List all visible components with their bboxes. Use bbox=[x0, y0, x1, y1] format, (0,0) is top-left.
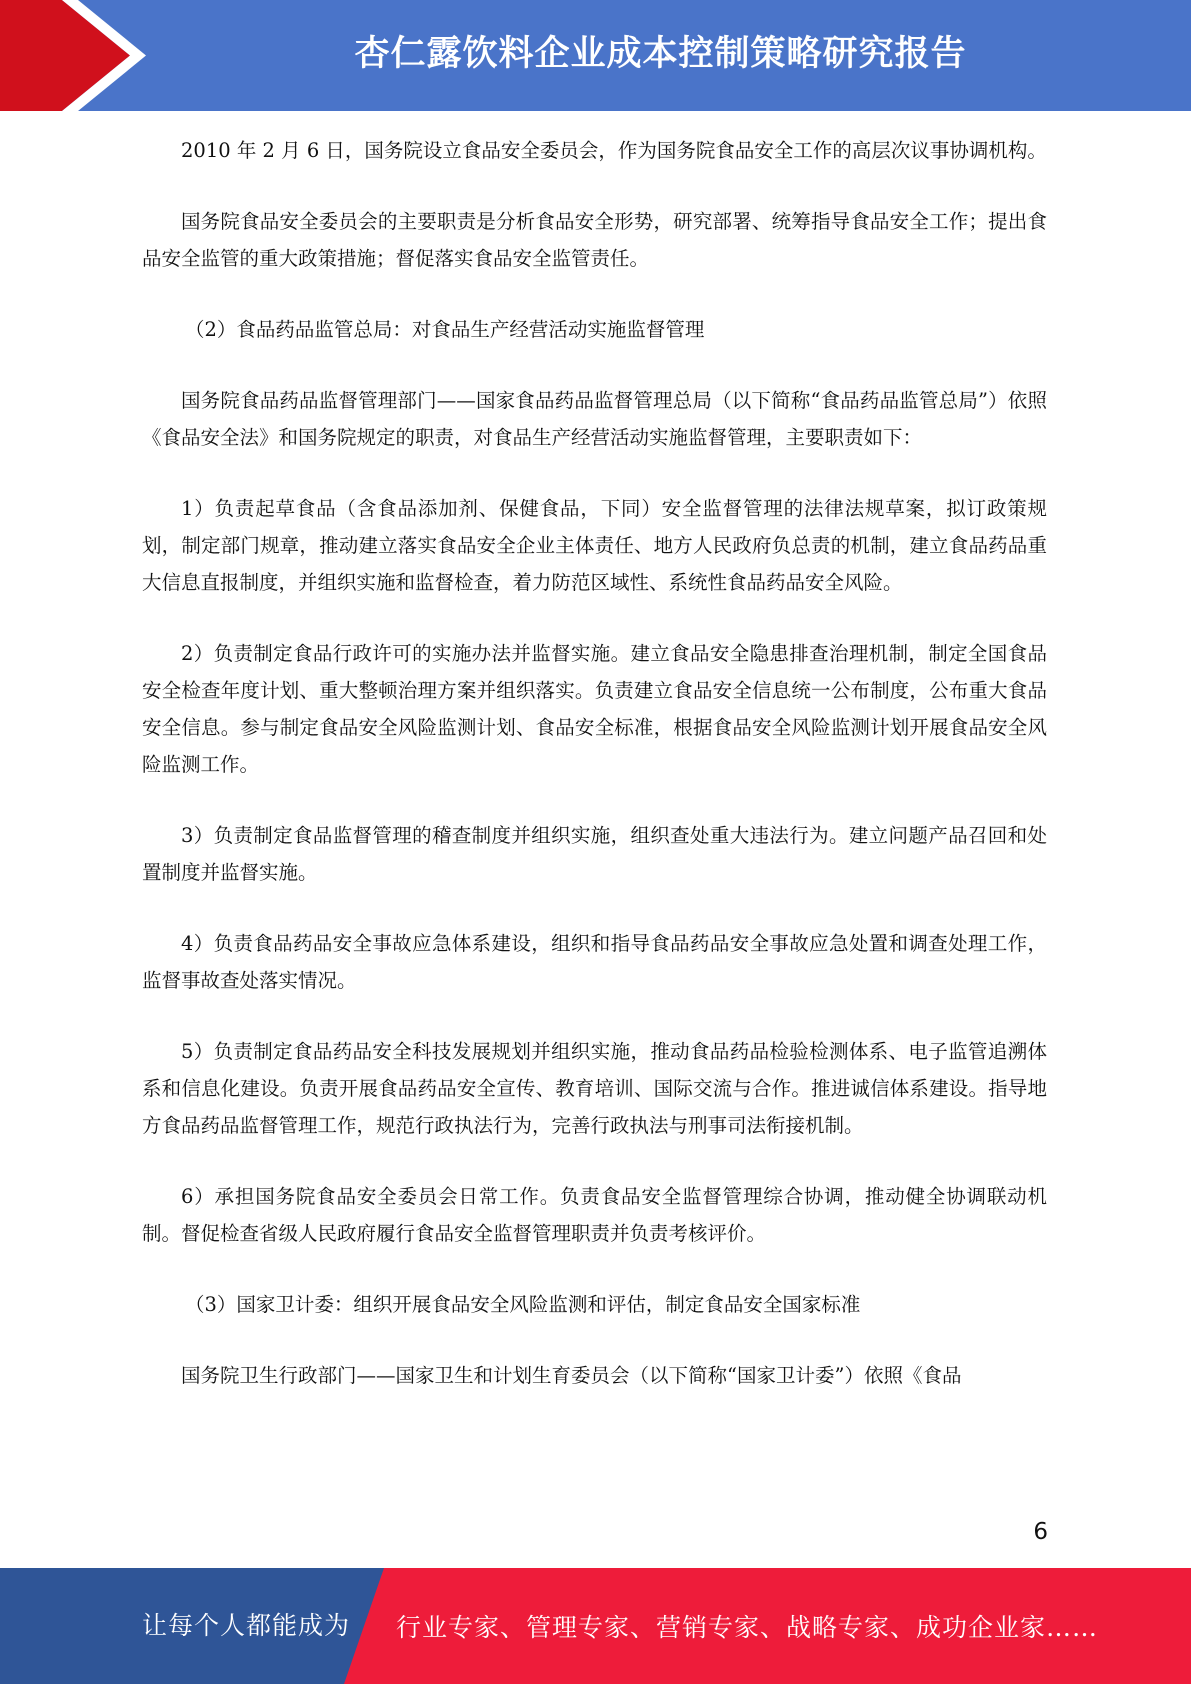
paragraph: 国务院卫生行政部门——国家卫生和计划生育委员会（以下简称“国家卫计委”）依照《食品 bbox=[181, 1364, 962, 1387]
section-heading: （3）国家卫计委：组织开展食品安全风险监测和评估，制定食品安全国家标准 bbox=[185, 1293, 861, 1316]
document-title: 杏仁露饮料企业成本控制策略研究报告 bbox=[354, 34, 967, 74]
list-item: 3）负责制定食品监督管理的稽查制度并组织实施，组织查处重大违法行为。建立问题产品召回和处置制度并监督实施。 bbox=[142, 824, 1047, 884]
header-banner bbox=[0, 0, 1191, 111]
paragraph: 国务院食品安全委员会的主要职责是分析食品安全形势，研究部署、统筹指导食品安全工作；提出食品安全监管的重大政策措施；督促落实食品安全监管责任。 bbox=[142, 210, 1047, 270]
footer-slogan-left: 让每个人都能成为 bbox=[142, 1611, 351, 1640]
list-item: 6）承担国务院食品安全委员会日常工作。负责食品安全监督管理综合协调，推动健全协调联动机制。督促检查省级人民政府履行食品安全监督管理职责并负责考核评价。 bbox=[142, 1185, 1047, 1245]
list-item: 5）负责制定食品药品安全科技发展规划并组织实施，推动食品药品检验检测体系、电子监管追溯体系和信息化建设。负责开展食品药品安全宣传、教育培训、国际交流与合作。推进诚信体系建设。指导地方食品药品监督管理工作，规范行政执法行为，完善行政执法与刑事司法衔接机制。 bbox=[142, 1040, 1047, 1137]
chevron-arrow-icon bbox=[0, 0, 160, 111]
list-item: 4）负责食品药品安全事故应急体系建设，组织和指导食品药品安全事故应急处置和调查处理工作，监督事故查处落实情况。 bbox=[142, 932, 1047, 992]
list-item: 1）负责起草食品（含食品添加剂、保健食品，下同）安全监督管理的法律法规草案，拟订政策规划，制定部门规章，推动建立落实食品安全企业主体责任、地方人民政府负总责的机制，建立食品药品重大信息直报制度，并组织实施和监督检查，着力防范区域性、系统性食品药品安全风险。 bbox=[142, 497, 1047, 594]
footer-banner bbox=[0, 1568, 1191, 1684]
paragraph: 国务院食品药品监督管理部门——国家食品药品监督管理总局（以下简称“食品药品监管总局”）依照《食品安全法》和国务院规定的职责，对食品生产经营活动实施监督管理，主要职责如下： bbox=[142, 389, 1047, 449]
document-body bbox=[142, 132, 1047, 1428]
section-heading: （2）食品药品监管总局：对食品生产经营活动实施监督管理 bbox=[185, 318, 705, 341]
paragraph: 2010 年 2 月 6 日，国务院设立食品安全委员会，作为国务院食品安全工作的高层次议事协调机构。 bbox=[181, 139, 1047, 162]
page-number: 6 bbox=[1033, 1519, 1048, 1545]
footer-slogan-right: 行业专家、管理专家、营销专家、战略专家、成功企业家…… bbox=[396, 1613, 1099, 1642]
list-item: 2）负责制定食品行政许可的实施办法并监督实施。建立食品安全隐患排查治理机制，制定全国食品安全检查年度计划、重大整顿治理方案并组织落实。负责建立食品安全信息统一公布制度，公布重大食品安全信息。参与制定食品安全风险监测计划、食品安全标准，根据食品安全风险监测计划开展食品安全风险监测工作。 bbox=[142, 642, 1047, 776]
